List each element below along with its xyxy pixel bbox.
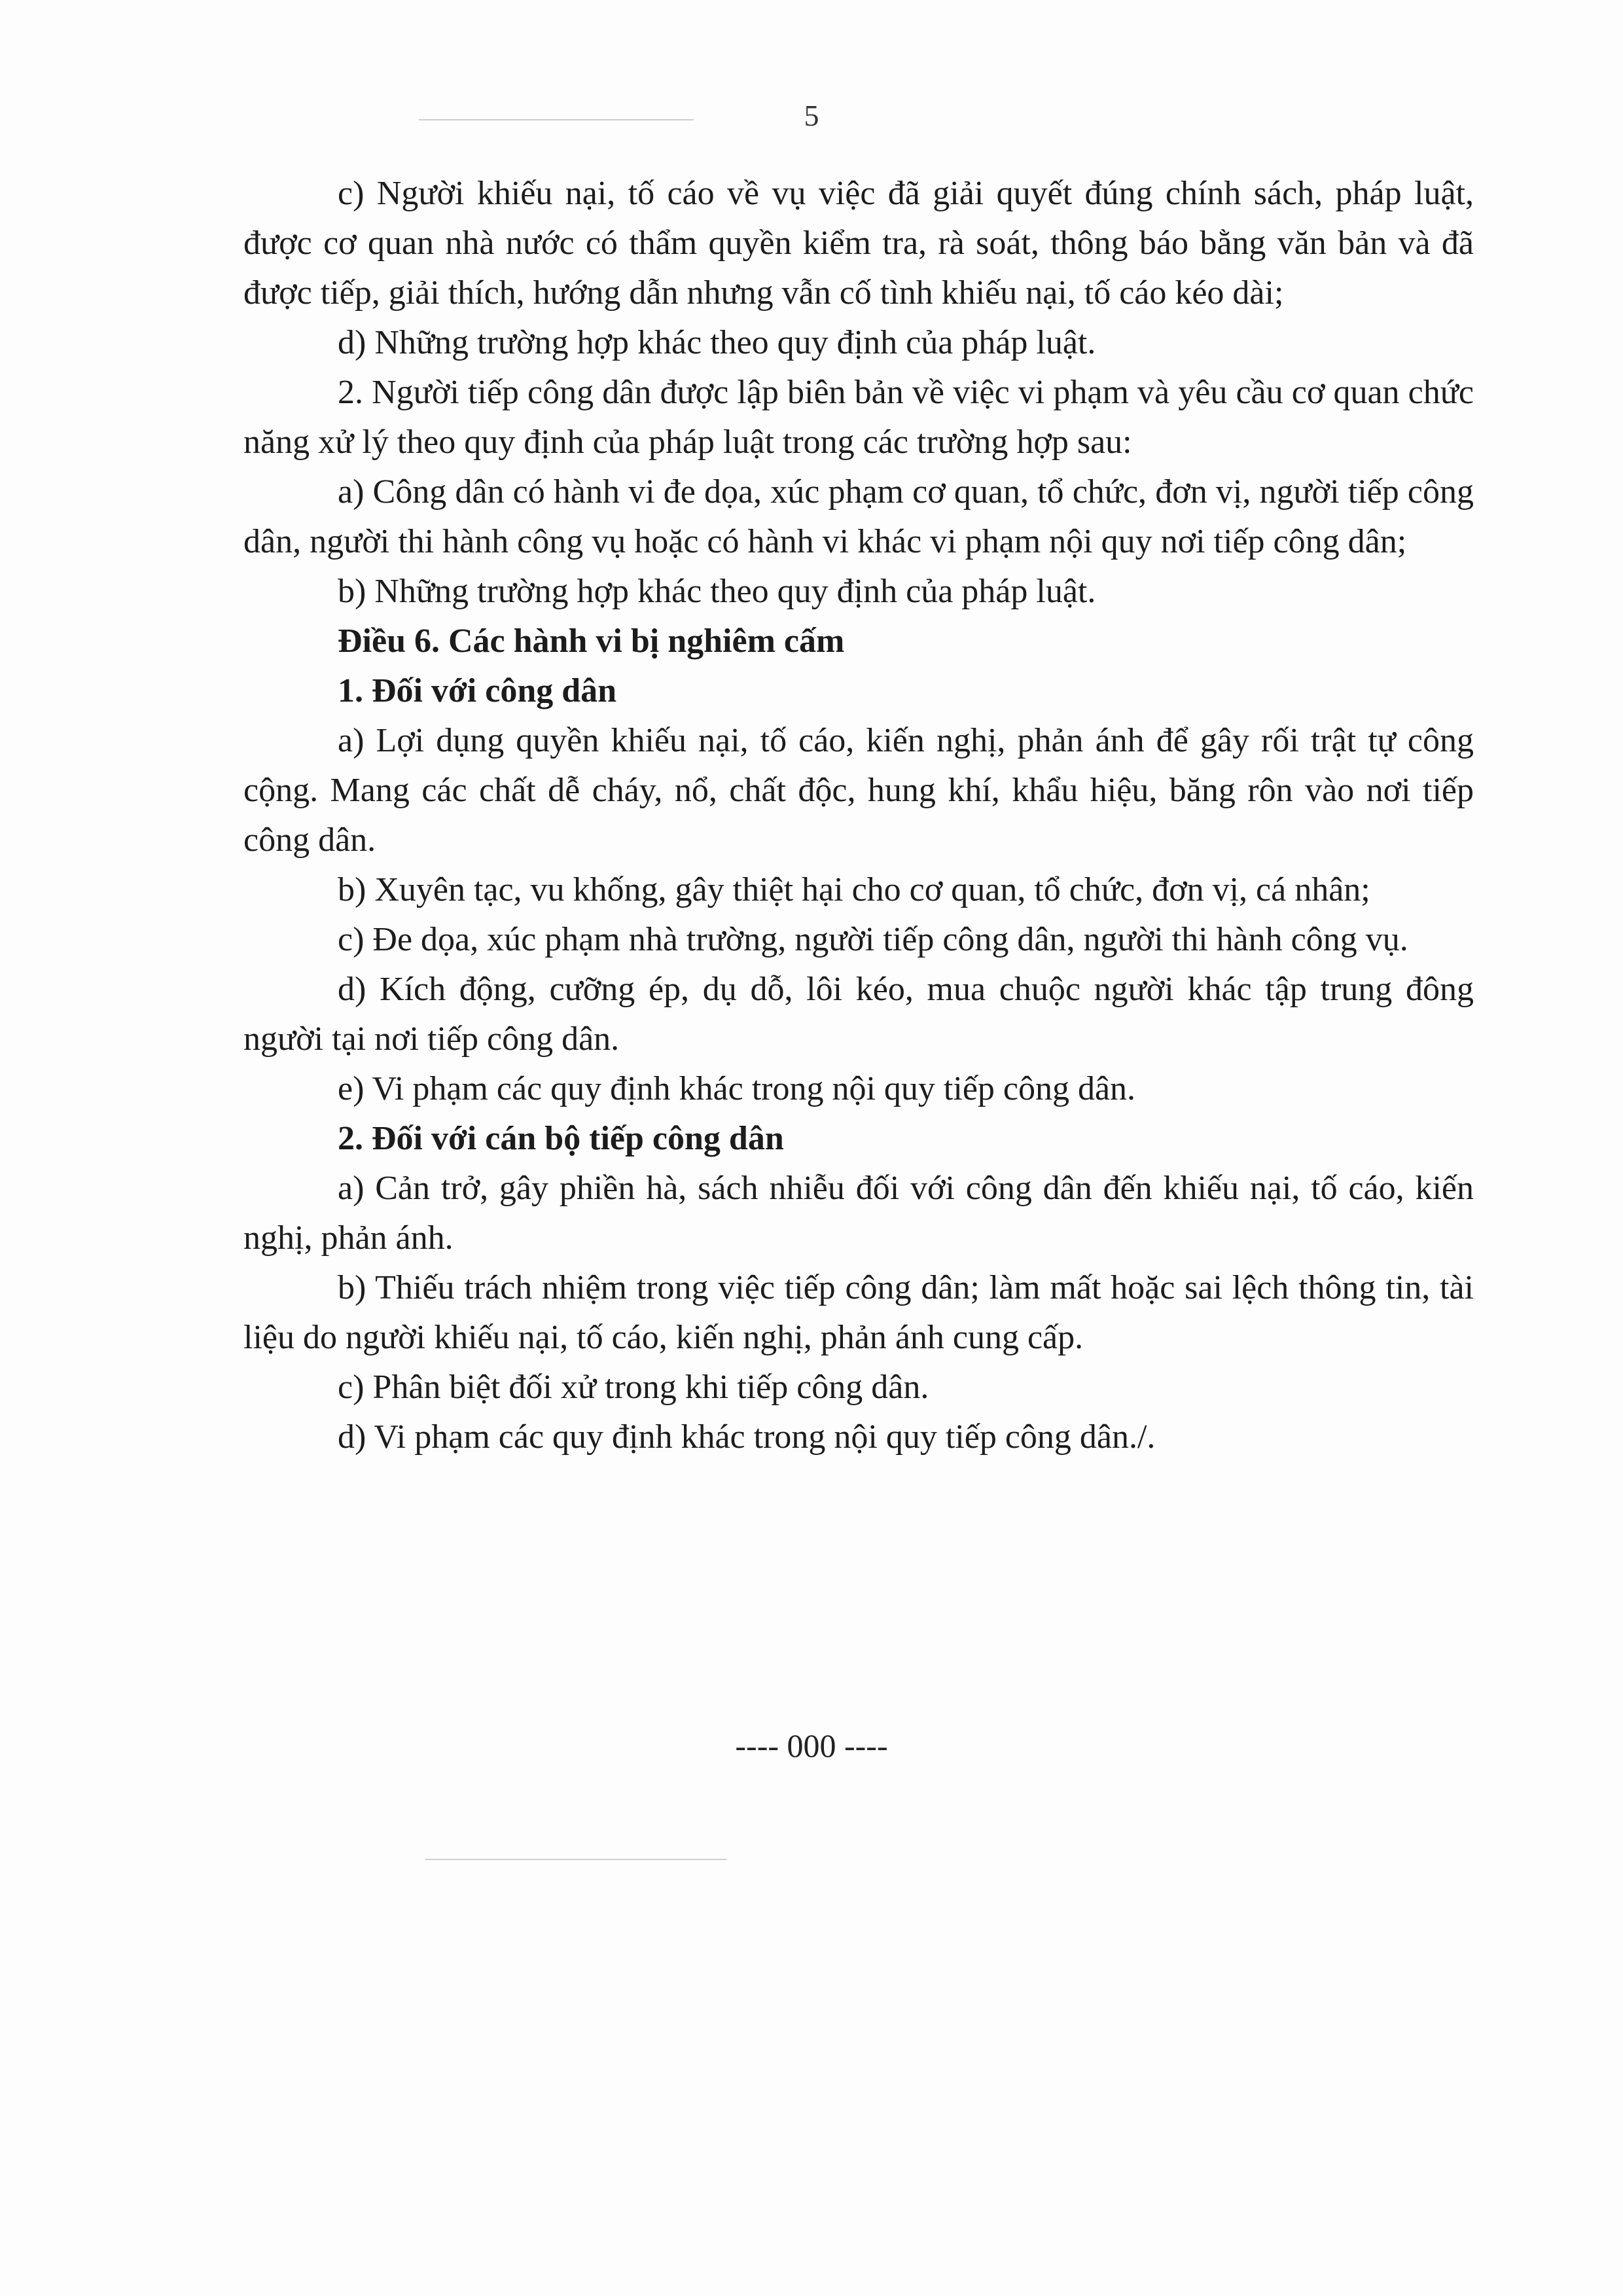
closing-mark: ---- 000 ----	[735, 1727, 888, 1764]
paragraph: c) Phân biệt đối xử trong khi tiếp công dân.	[338, 1369, 929, 1406]
page-number: 5	[804, 99, 819, 132]
paragraph: a) Công dân có hành vi đe dọa, xúc phạm cơ quan, tổ chức, đơn vị, người tiếp công dân, người thi hành công vụ hoặc có hành vi khác vi phạm nội quy nơi tiếp công dân;	[243, 473, 1474, 560]
paragraph: b) Thiếu trách nhiệm trong việc tiếp công dân; làm mất hoặc sai lệch thông tin, tài liệu do người khiếu nại, tố cáo, kiến nghị, phản ánh cung cấp.	[243, 1269, 1474, 1356]
paragraph: d) Kích động, cưỡng ép, dụ dỗ, lôi kéo, mua chuộc người khác tập trung đông người tại nơi tiếp công dân.	[243, 971, 1474, 1058]
paragraph: a) Cản trở, gây phiền hà, sách nhiễu đối với công dân đến khiếu nại, tố cáo, kiến nghị, phản ánh.	[243, 1170, 1474, 1257]
paragraph: c) Đe dọa, xúc phạm nhà trường, người tiếp công dân, người thi hành công vụ.	[338, 921, 1408, 958]
document-body	[243, 169, 1474, 1462]
paragraph: d) Những trường hợp khác theo quy định của pháp luật.	[338, 324, 1096, 361]
section-heading-citizens: 1. Đối với công dân	[338, 672, 617, 709]
paragraph: d) Vi phạm các quy định khác trong nội quy tiếp công dân./.	[338, 1418, 1156, 1456]
paragraph: c) Người khiếu nại, tố cáo về vụ việc đã giải quyết đúng chính sách, pháp luật, được cơ quan nhà nước có thẩm quyền kiểm tra, rà soát, thông báo bằng văn bản và đã được tiếp, giải thích, hướng dẫn nhưng vẫn cố tình khiếu nại, tố cáo kéo dài;	[243, 175, 1474, 312]
article-heading: Điều 6. Các hành vi bị nghiêm cấm	[338, 622, 845, 660]
section-heading-officials: 2. Đối với cán bộ tiếp công dân	[338, 1120, 784, 1157]
scan-artifact	[425, 1859, 726, 1860]
paragraph: b) Những trường hợp khác theo quy định của pháp luật.	[338, 573, 1096, 610]
paragraph: a) Lợi dụng quyền khiếu nại, tố cáo, kiến nghị, phản ánh để gây rối trật tự công cộng. Mang các chất dễ cháy, nổ, chất độc, hung khí, khẩu hiệu, băng rôn vào nơi tiếp công dân.	[243, 722, 1474, 859]
paragraph: e) Vi phạm các quy định khác trong nội quy tiếp công dân.	[338, 1070, 1136, 1107]
paragraph: 2. Người tiếp công dân được lập biên bản về việc vi phạm và yêu cầu cơ quan chức năng xử lý theo quy định của pháp luật trong các trường hợp sau:	[243, 374, 1474, 461]
paragraph: b) Xuyên tạc, vu khống, gây thiệt hại cho cơ quan, tổ chức, đơn vị, cá nhân;	[338, 871, 1370, 908]
